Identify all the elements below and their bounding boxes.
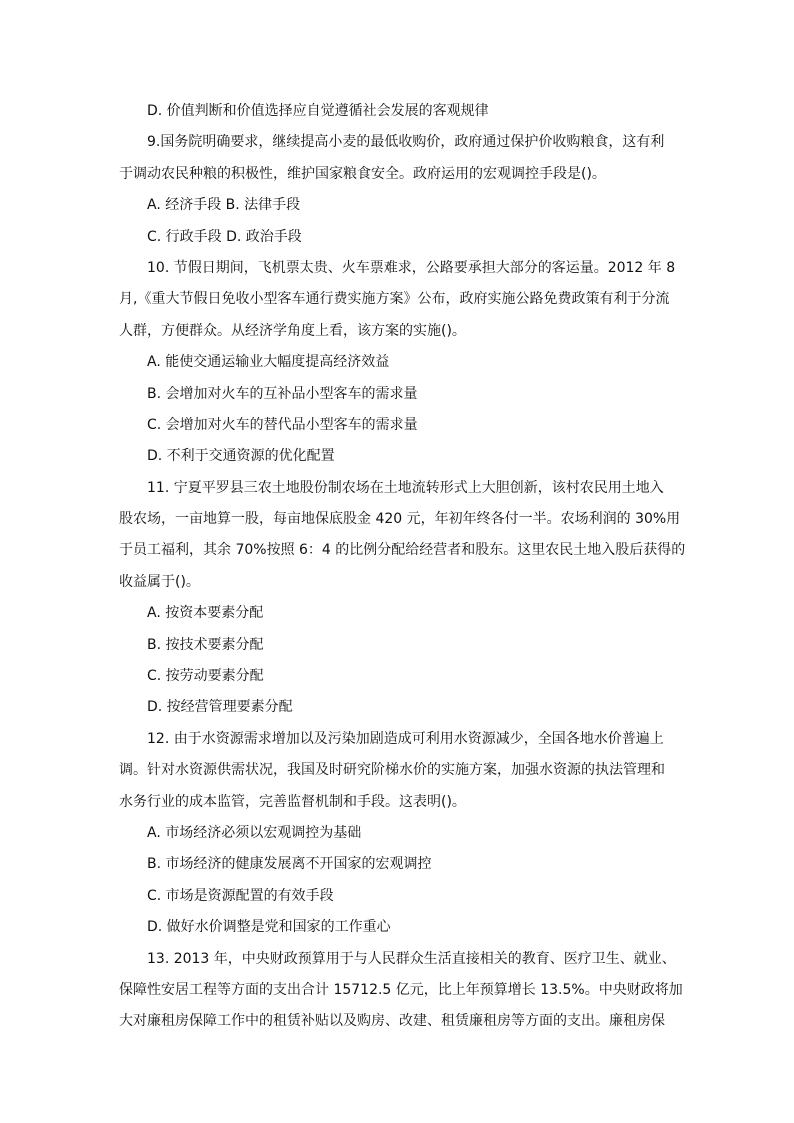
answer-option <box>119 912 679 943</box>
text-line: 10. 节假日期间，飞机票太贵、火车票难求，公路要承担大部分的客运量。2012 年 8 <box>147 259 676 276</box>
answer-option <box>119 190 679 221</box>
answer-option <box>119 692 679 723</box>
text-line: 水务行业的成本监管，完善监督机制和手段。这表明()。 <box>119 793 466 810</box>
answer-option <box>119 222 679 253</box>
answer-option <box>119 379 679 410</box>
text-line: D. 做好水价调整是党和国家的工作重心 <box>147 919 391 936</box>
text-line: A. 按资本要素分配 <box>147 605 264 622</box>
answer-option <box>119 441 679 472</box>
text-line: 13. 2013 年，中央财政预算用于与人民群众生活直接相关的教育、医疗卫生、就业、 <box>147 950 676 967</box>
text-line: 保障性安居工程等方面的支出合计 15712.5 亿元，比上年预算增长 13.5%。中央财政将加 <box>119 981 683 998</box>
text-line: B. 按技术要素分配 <box>147 636 264 653</box>
question-paragraph <box>119 724 679 818</box>
text-line: C. 按劳动要素分配 <box>147 668 264 685</box>
question-paragraph <box>119 127 679 190</box>
answer-option <box>119 818 679 849</box>
question-paragraph <box>119 944 683 1038</box>
text-line: D. 按经营管理要素分配 <box>147 699 293 716</box>
answer-option <box>119 881 679 912</box>
answer-option <box>119 849 679 880</box>
text-line: A. 经济手段 B. 法律手段 <box>147 197 301 214</box>
text-line: 月,《重大节假日免收小型客车通行费实施方案》公布，政府实施公路免费政策有利于分流 <box>119 291 670 308</box>
text-line: B. 会增加对火车的互补品小型客车的需求量 <box>147 385 418 402</box>
text-line: D. 不利于交通资源的优化配置 <box>147 448 335 465</box>
text-line: 大对廉租房保障工作中的租赁补贴以及购房、改建、租赁廉租房等方面的支出。廉租房保 <box>119 1013 665 1030</box>
answer-option <box>119 96 679 127</box>
text-line: 人群，方便群众。从经济学角度上看，该方案的实施()。 <box>119 322 466 339</box>
text-line: C. 市场是资源配置的有效手段 <box>147 887 334 904</box>
text-line: 股农场，一亩地算一股，每亩地保底股金 420 元，年初年终各付一半。农场利润的 30%用 <box>119 511 681 528</box>
text-line: C. 会增加对火车的替代品小型客车的需求量 <box>147 416 418 433</box>
answer-option <box>119 347 679 378</box>
text-line: 收益属于()。 <box>119 573 200 590</box>
text-line: D. 价值判断和价值选择应自觉遵循社会发展的客观规律 <box>147 103 489 119</box>
answer-option <box>119 598 679 629</box>
text-line: A. 能使交通运输业大幅度提高经济效益 <box>147 354 390 371</box>
answer-option <box>119 410 679 441</box>
question-paragraph <box>119 473 686 599</box>
answer-option <box>119 630 679 661</box>
text-line: B. 市场经济的健康发展离不开国家的宏观调控 <box>147 856 432 873</box>
text-line: A. 市场经济必须以宏观调控为基础 <box>147 824 362 841</box>
text-line: 于员工福利，其余 70%按照 6：4 的比例分配给经营者和股东。这里农民土地入股后获得的 <box>119 542 686 559</box>
text-line: 9.国务院明确要求，继续提高小麦的最低收购价，政府通过保护价收购粮食，这有利 <box>147 134 665 151</box>
answer-option <box>119 661 679 692</box>
text-line: 11. 宁夏平罗县三农土地股份制农场在土地流转形式上大胆创新，该村农民用土地入 <box>147 479 664 496</box>
question-paragraph <box>119 253 679 347</box>
text-line: 于调动农民种粮的积极性，维护国家粮食安全。政府运用的宏观调控手段是()。 <box>119 165 606 182</box>
text-line: C. 行政手段 D. 政治手段 <box>147 228 302 245</box>
text-line: 调。针对水资源供需状况，我国及时研究阶梯水价的实施方案，加强水资源的执法管理和 <box>119 762 665 779</box>
document-body <box>119 96 686 1038</box>
text-line: 12. 由于水资源需求增加以及污染加剧造成可利用水资源减少，全国各地水价普遍上 <box>147 730 664 747</box>
